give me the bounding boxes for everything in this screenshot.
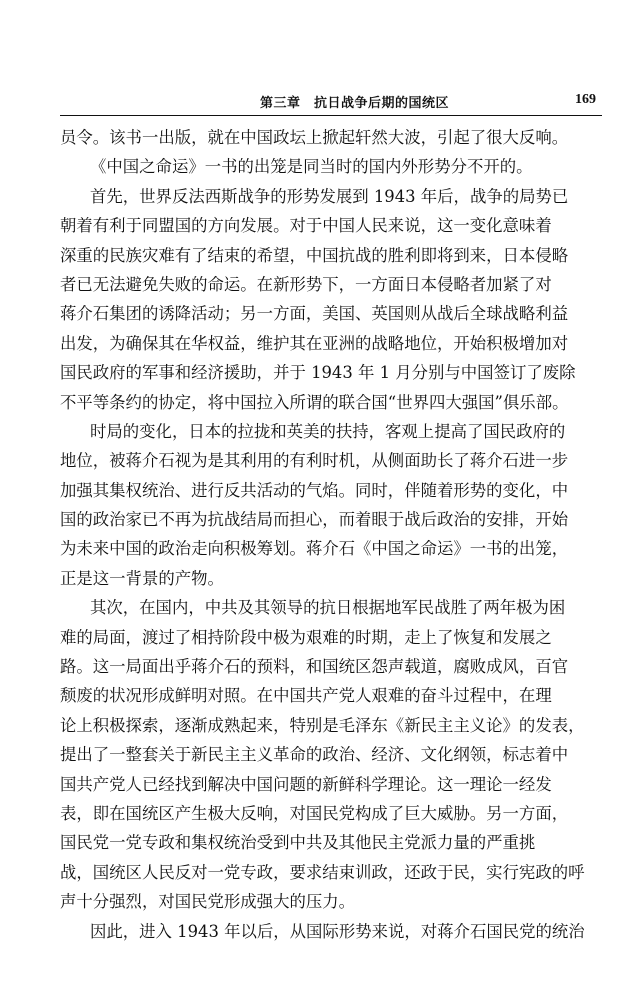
text-line: 因此，进入 1943 年以后，从国际形势来说，对蒋介石国民党的统治 [90, 921, 585, 941]
text-line: 深重的民族灾难有了结束的希望，中国抗战的胜利即将到来，日本侵略 [60, 245, 569, 265]
text-line: 为未来中国的政治走向积极筹划。蒋介石《中国之命运》一书的出笼， [60, 539, 569, 559]
header-rule [60, 115, 602, 116]
text-line: 首先，世界反法西斯战争的形势发展到 1943 年后，战争的局势已 [90, 186, 569, 206]
text-line: 颓废的状况形成鲜明对照。在中国共产党人艰难的奋斗过程中，在理 [60, 686, 552, 706]
text-line: 路。这一局面出乎蒋介石的预料，和国统区怨声载道，腐败成风，百官 [60, 657, 569, 677]
text-line: 国民党一党专政和集权统治受到中共及其他民主党派力量的严重挑 [60, 833, 536, 853]
text-line: 蒋介石集团的诱降活动；另一方面，美国、英国则从战后全球战略利益 [60, 304, 569, 324]
text-line: 国共产党人已经找到解决中国问题的新鲜科学理论。这一理论一经发 [60, 774, 552, 794]
running-head: 第三章 抗日战争后期的国统区 [260, 96, 450, 111]
text-line: 正是这一背景的产物。 [60, 568, 224, 588]
text-line: 《中国之命运》一书的出笼是同当时的国内外形势分不开的。 [90, 157, 533, 177]
text-line: 时局的变化，日本的拉拢和英美的扶持，客观上提高了国民政府的 [90, 421, 566, 441]
text-line: 出发，为确保其在华权益，维护其在亚洲的战略地位，开始积极增加对 [60, 333, 569, 353]
text-line: 难的局面，渡过了相持阶段中极为艰难的时期，走上了恢复和发展之 [60, 627, 552, 647]
page-number: 169 [575, 92, 596, 107]
text-line: 员令。该书一出版，就在中国政坛上掀起轩然大波，引起了很大反响。 [60, 128, 569, 147]
text-line: 提出了一整套关于新民主主义革命的政治、经济、文化纲领，标志着中 [60, 745, 569, 765]
text-line: 论上积极探索，逐渐成熟起来，特别是毛泽东《新民主主义论》的发表， [60, 715, 585, 735]
text-line: 朝着有利于同盟国的方向发展。对于中国人民来说，这一变化意味着 [60, 216, 552, 236]
text-line: 表，即在国统区产生极大反响，对国民党构成了巨大威胁。另一方面， [60, 803, 569, 823]
body-text [60, 123, 610, 946]
text-line: 加强其集权统治、进行反共活动的气焰。同时，伴随着形势的变化，中 [60, 480, 569, 500]
text-line: 战，国统区人民反对一党专政，要求结束训政，还政于民，实行宪政的呼 [60, 862, 585, 882]
text-line: 声十分强烈，对国民党形成强大的压力。 [60, 892, 356, 912]
text-line: 其次，在国内，中共及其领导的抗日根据地军民战胜了两年极为困 [90, 598, 566, 618]
text-line: 国民政府的军事和经济援助，并于 1943 年 1 月分别与中国签订了废除 [60, 363, 576, 383]
text-line: 国的政治家已不再为抗战结局而担心，而着眼于战后政治的安排，开始 [60, 510, 569, 530]
text-line: 不平等条约的协定，将中国拉入所谓的联合国“世界四大强国”俱乐部。 [60, 392, 569, 412]
text-line: 者已无法避免失败的命运。在新形势下，一方面日本侵略者加紧了对 [60, 274, 552, 294]
page-header [60, 92, 602, 114]
text-line: 地位，被蒋介石视为是其利用的有利时机，从侧面助长了蒋介石进一步 [60, 451, 569, 471]
